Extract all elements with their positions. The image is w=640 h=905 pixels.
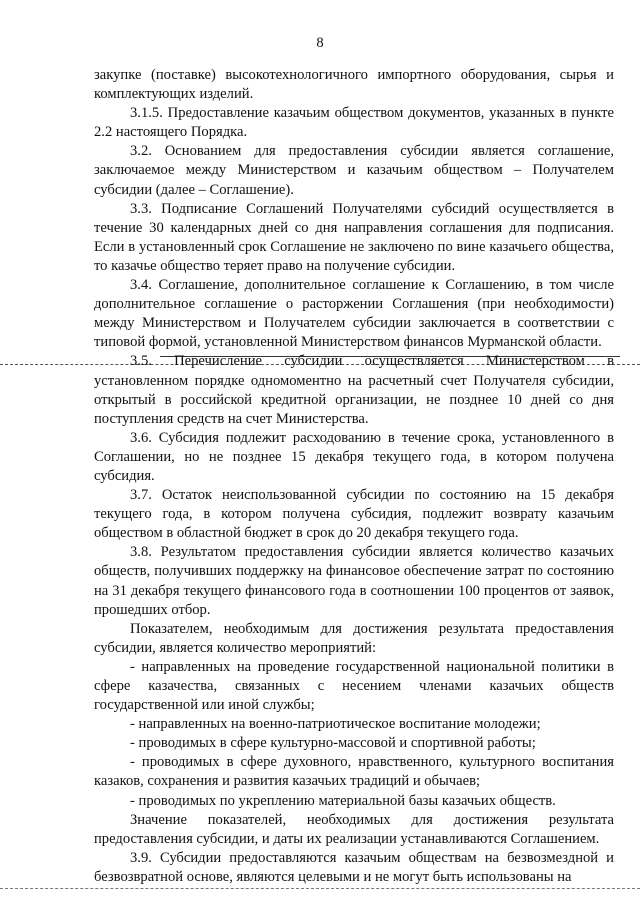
list-item: - проводимых в сфере культурно-массовой и спортивной работы; [130, 735, 536, 752]
document-body [94, 66, 614, 887]
paragraph-3-6: 3.6. Субсидия подлежит расходованию в течение срока, установленного в Соглашении, но не позднее 15 декабря текущего года, в котором получена субсидия. [94, 429, 614, 484]
paragraph-indicator: Показателем, необходимым для достижения результата предоставления субсидии, является количество мероприятий: [94, 620, 614, 656]
paragraph-3-5: 3.5. Перечисление субсидии осуществляется Министерством в установленном порядке одномоментно на расчетный счет Получателя субсидии, открытый в российской кредитной организации, не позднее 10 дней со дня поступления средств на счет Министерства. [94, 353, 614, 427]
list-item: - проводимых в сфере духовного, нравственного, культурного воспитания казаков, сохранения и развития казачьих традиций и обычаев; [94, 754, 614, 790]
list-item: - направленных на проведение государственной национальной политики в сфере казачества, связанных с несением членами казачьих обществ государственной или иной службы; [94, 658, 614, 714]
bottom-dashed-line [0, 888, 640, 889]
list-item: - направленных на военно-патриотическое воспитание молодежи; [130, 716, 541, 733]
paragraph-3-7: 3.7. Остаток неиспользованной субсидии по состоянию на 15 декабря текущего года, в котором получена субсидия, подлежит возврату казачьим обществом в областной бюджет в срок до 20 декабря текущего года. [94, 487, 614, 542]
paragraph-3-9: 3.9. Субсидии предоставляются казачьим обществам на безвозмездной и безвозвратной основе, являются целевыми и не могут быть использованы на [94, 849, 614, 885]
paragraph-3-8: 3.8. Результатом предоставления субсидии является количество казачьих обществ, получивших поддержку на финансовое обеспечение затрат по состоянию на 31 декабря текущего финансового года в соотношении 100 процентов от заявок, прошедших отбор. [94, 544, 614, 618]
list-item: - проводимых по укреплению материальной базы казачьих обществ. [130, 792, 556, 809]
paragraph-3-4: 3.4. Соглашение, дополнительное соглашение к Соглашению, в том числе дополнительное соглашение о расторжении Соглашения (при необходимости) между Министерством и Получателем субсидии заключается в соответствии с типовой формой, установленной Министерством финансов Мурманской области. [94, 277, 614, 351]
paragraph-indicator-values: Значение показателей, необходимых для достижения результата предоставления субсидии, и даты их реализации устанавливаются Соглашением. [94, 811, 614, 847]
page-number: 8 [316, 35, 324, 51]
paragraph-3-1-5: 3.1.5. Предоставление казачьим обществом документов, указанных в пункте 2.2 настоящего Порядка. [94, 105, 614, 141]
paragraph-3-3: 3.3. Подписание Соглашений Получателями субсидий осуществляется в течение 30 календарных дней со дня направления соглашения для подписания. Если в установленный срок Соглашение не заключено по вине казачьего общества, то казачье общество теряет право на получение субсидии. [94, 200, 614, 274]
paragraph-continuation: закупке (поставке) высокотехнологичного импортного оборудования, сырья и комплектующих изделий. [94, 67, 614, 103]
paragraph-3-2: 3.2. Основанием для предоставления субсидии является соглашение, заключаемое между Министерством и казачьим обществом – Получателем субсидии (далее – Соглашение). [94, 143, 614, 198]
